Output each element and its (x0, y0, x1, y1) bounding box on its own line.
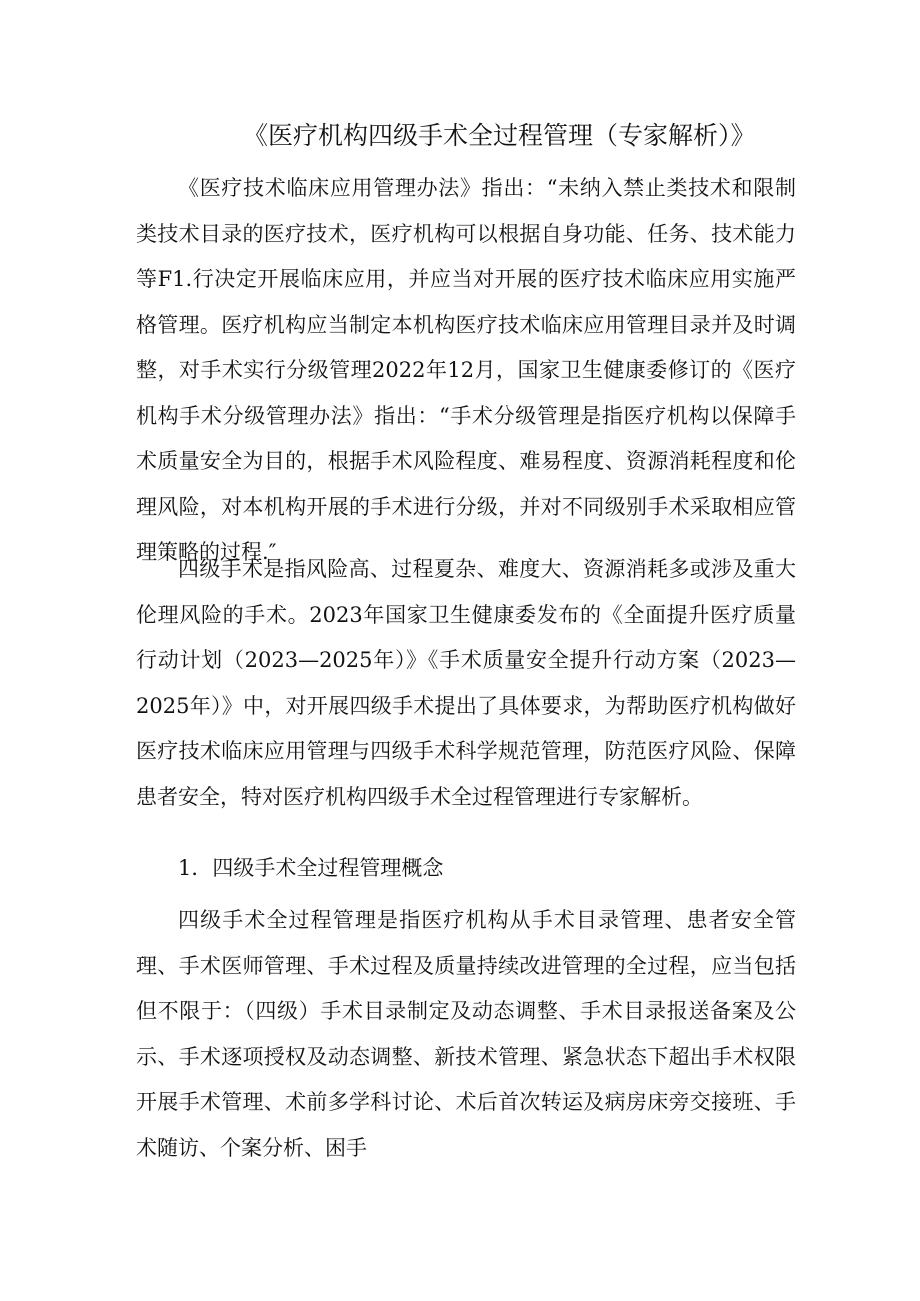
paragraph-1: 《医疗技术临床应用管理办法》指出：“未纳入禁止类技术和限制类技术目录的医疗技术，医疗机构可以根据自身功能、任务、技术能力等F1.行决定开展临床应用，并应当对开展的医疗技术临床应用实施严格管理。医疗机构应当制定本机构医疗技术临床应用管理目录并及时调整，对手术实行分级管理2022年12月，国家卫生健康委修订的《医疗机构手术分级管理办法》指出：“手术分级管理是指医疗机构以保障手术质量安全为目的，根据手术风险程度、难易程度、资源消耗程度和伦理风险，对本机构开展的手术进行分级，并对不同级别手术采取相应管理策略的过程.″ (136, 176, 796, 564)
document-title: 《医疗机构四级手术全过程管理（专家解析）》 (243, 121, 756, 150)
section-paragraph: 四级手术全过程管理是指医疗机构从手术目录管理、患者安全管理、手术医师管理、手术过程及质量持续改进管理的全过程，应当包括但不限于：（四级）手术目录制定及动态调整、手术目录报送备案及公示、手术逐项授权及动态调整、新技术管理、紧急状态下超出手术权限开展手术管理、术前多学科讨论、术后首次转运及病房床旁交接班、手术随访、个案分析、困手 (136, 908, 796, 1160)
paragraph-2: 四级手术是指风险高、过程夏杂、难度大、资源消耗多或涉及重大伦理风险的手术。2023年国家卫生健康委发布的《全面提升医疗质量行动计划（2023—2025年）》《手术质量安全提升行动方案（2023—2025年）》中，对开展四级手术提出了具体要求，为帮助医疗机构做好医疗技术临床应用管理与四级手术科学规范管理，防范医疗风险、保障患者安全，特对医疗机构四级手术全过程管理进行专家解析。 (136, 557, 796, 809)
section-heading: 1．四级手术全过程管理概念 (178, 856, 444, 880)
